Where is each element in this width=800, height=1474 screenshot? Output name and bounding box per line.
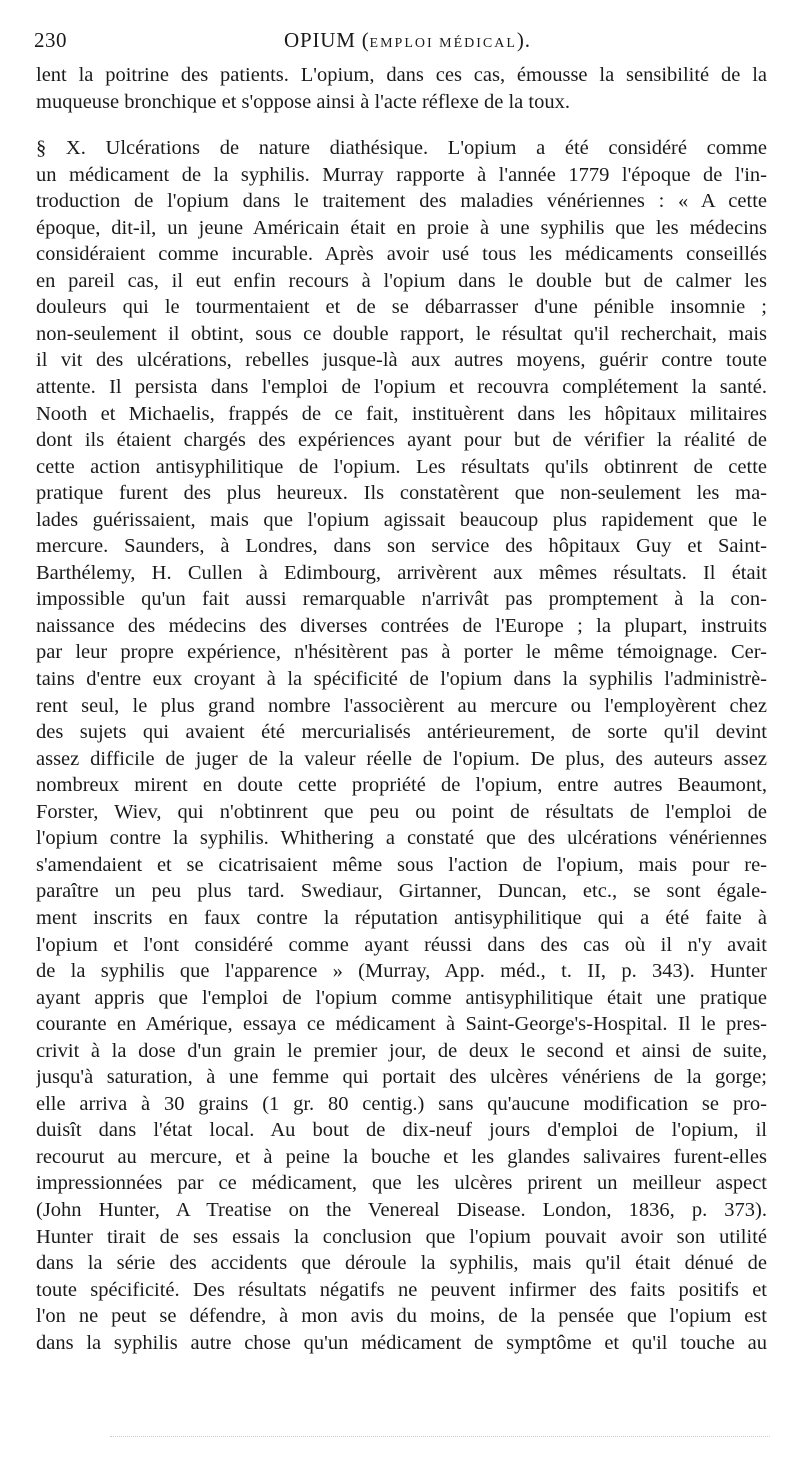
running-header (34, 28, 770, 58)
text-line: l'on ne peut se défendre, à mon avis du moins, de la pensée que l'opium est (36, 1305, 767, 1328)
text-line: l'opium contre la syphilis. Whithering a constaté que des ulcérations vénériennes (36, 827, 767, 850)
text-line: impossible qu'un fait aussi remarquable n'arrivât pas promptement à la con- (36, 588, 767, 611)
text-line: jusqu'à saturation, à une femme qui portait des ulcères vénériens de la gorge; (36, 1066, 767, 1089)
text-line: considéraient comme incurable. Après avoir usé tous les médicaments conseillés (36, 243, 767, 266)
text-line: (John Hunter, A Treatise on the Venereal Disease. London, 1836, p. 373). (36, 1198, 767, 1221)
text-line: lent la poitrine des patients. L'opium, dans ces cas, émousse la sensibilité de la (36, 64, 767, 86)
text-line: impressionnées par ce médicament, que les ulcères prirent un meilleur aspect (36, 1172, 767, 1195)
page-number: 230 (34, 28, 67, 52)
text-line: ayant appris que l'emploi de l'opium comme antisyphilitique était une pratique (36, 986, 767, 1009)
text-line: paraître un peu plus tard. Swediaur, Girtanner, Duncan, etc., se sont égale- (36, 880, 767, 903)
text-line: dans la série des accidents que déroule la syphilis, mais qu'il était dénué de (36, 1252, 767, 1275)
text-line: un médicament de la syphilis. Murray rapporte à l'année 1779 l'époque de l'in- (36, 163, 767, 186)
text-line: l'opium et l'ont considéré comme ayant réussi dans des cas où il n'y avait (36, 933, 767, 956)
text-line: recourut au mercure, et à peine la bouche et les glandes salivaires furent-elles (36, 1145, 767, 1168)
text-line: s'amendaient et se cicatrisaient même sous l'action de l'opium, mais pour re- (36, 853, 767, 876)
footer-rule (110, 1436, 770, 1443)
text-line: ment inscrits en faux contre la réputation antisyphilitique qui a été faite à (36, 906, 767, 929)
text-line: Hunter tirait de ses essais la conclusion que l'opium pouvait avoir son utilité (36, 1225, 767, 1248)
text-line: duisît dans l'état local. Au bout de dix-neuf jours d'emploi de l'opium, il (36, 1119, 767, 1142)
text-line: troduction de l'opium dans le traitement des maladies vénériennes : « A cette (36, 190, 767, 213)
text-line: dont ils étaient chargés des expériences ayant pour but de vérifier la réalité de (36, 429, 767, 452)
text-line: mercure. Saunders, à Londres, dans son service des hôpitaux Guy et Saint- (36, 535, 767, 558)
text-line: il vit des ulcérations, rebelles jusque-là aux autres moyens, guérir contre toute (36, 349, 767, 372)
text-line: toute spécificité. Des résultats négatifs ne peuvent infirmer des faits positifs et (36, 1278, 767, 1301)
section-heading-line: § X. Ulcérations de nature diathésique. L'opium a été considéré comme (36, 137, 767, 160)
text-line: nombreux mirent en doute cette propriété de l'opium, entre autres Beaumont, (36, 774, 767, 797)
text-line: Nooth et Michaelis, frappés de ce fait, instituèrent dans les hôpitaux militaires (36, 402, 767, 425)
running-title-sub: EMPLOI MÉDICAL (369, 36, 517, 51)
page-text (36, 62, 767, 1356)
text-line: non-seulement il obtint, sous ce double rapport, le résultat qu'il recherchait, mais (36, 322, 767, 345)
text-line: muqueuse bronchique et s'oppose ainsi à l'acte réflexe de la toux. (36, 90, 570, 113)
text-line: elle arriva à 30 grains (1 gr. 80 centig.) sans qu'aucune modification se pro- (36, 1092, 767, 1115)
running-title-close: ). (516, 28, 531, 52)
text-line: courante en Amérique, essaya ce médicament à Saint-George's-Hospital. Il le pres- (36, 1013, 767, 1036)
running-title-main: OPIUM ( (284, 28, 370, 52)
text-line: tains d'entre eux croyant à la spécificité de l'opium dans la syphilis l'administrè- (36, 668, 767, 691)
text-line: des sujets qui avaient été mercurialisés antérieurement, de sorte qu'il devint (36, 721, 767, 744)
text-line: douleurs qui le tourmentaient et de se débarrasser d'une pénible insomnie ; (36, 296, 767, 319)
text-line: pratique furent des plus heureux. Ils constatèrent que non-seulement les ma- (36, 482, 767, 505)
text-line: en pareil cas, il eut enfin recours à l'opium dans le double but de calmer les (36, 269, 767, 292)
text-line: cette action antisyphilitique de l'opium. Les résultats qu'ils obtinrent de cette (36, 455, 767, 478)
text-line: rent seul, le plus grand nombre l'associèrent au mercure ou l'employèrent chez (36, 694, 767, 717)
text-line: Forster, Wiev, qui n'obtinrent que peu ou point de résultats de l'emploi de (36, 800, 767, 823)
text-line: Barthélemy, H. Cullen à Edimbourg, arrivèrent aux mêmes résultats. Il était (36, 561, 767, 584)
text-line: par leur propre expérience, n'hésitèrent pas à porter le même témoignage. Cer- (36, 641, 767, 664)
text-line: de la syphilis que l'apparence » (Murray, App. méd., t. II, p. 343). Hunter (36, 960, 767, 983)
text-line: crivit à la dose d'un grain le premier jour, de deux le second et ainsi de suite, (36, 1039, 767, 1062)
text-line: époque, dit-il, un jeune Américain était en proie à une syphilis que les médecins (36, 216, 767, 239)
text-line: dans la syphilis autre chose qu'un médicament de symptôme et qu'il touche au (36, 1331, 767, 1354)
text-line: assez difficile de juger de la valeur réelle de l'opium. De plus, des auteurs assez (36, 747, 767, 770)
running-title (284, 28, 531, 53)
text-line: naissance des médecins des diverses contrées de l'Europe ; la plupart, instruits (36, 614, 767, 637)
text-line: attente. Il persista dans l'emploi de l'opium et recouvra complétement la santé. (36, 376, 767, 399)
text-line: lades guérissaient, mais que l'opium agissait beaucoup plus rapidement que le (36, 508, 767, 531)
